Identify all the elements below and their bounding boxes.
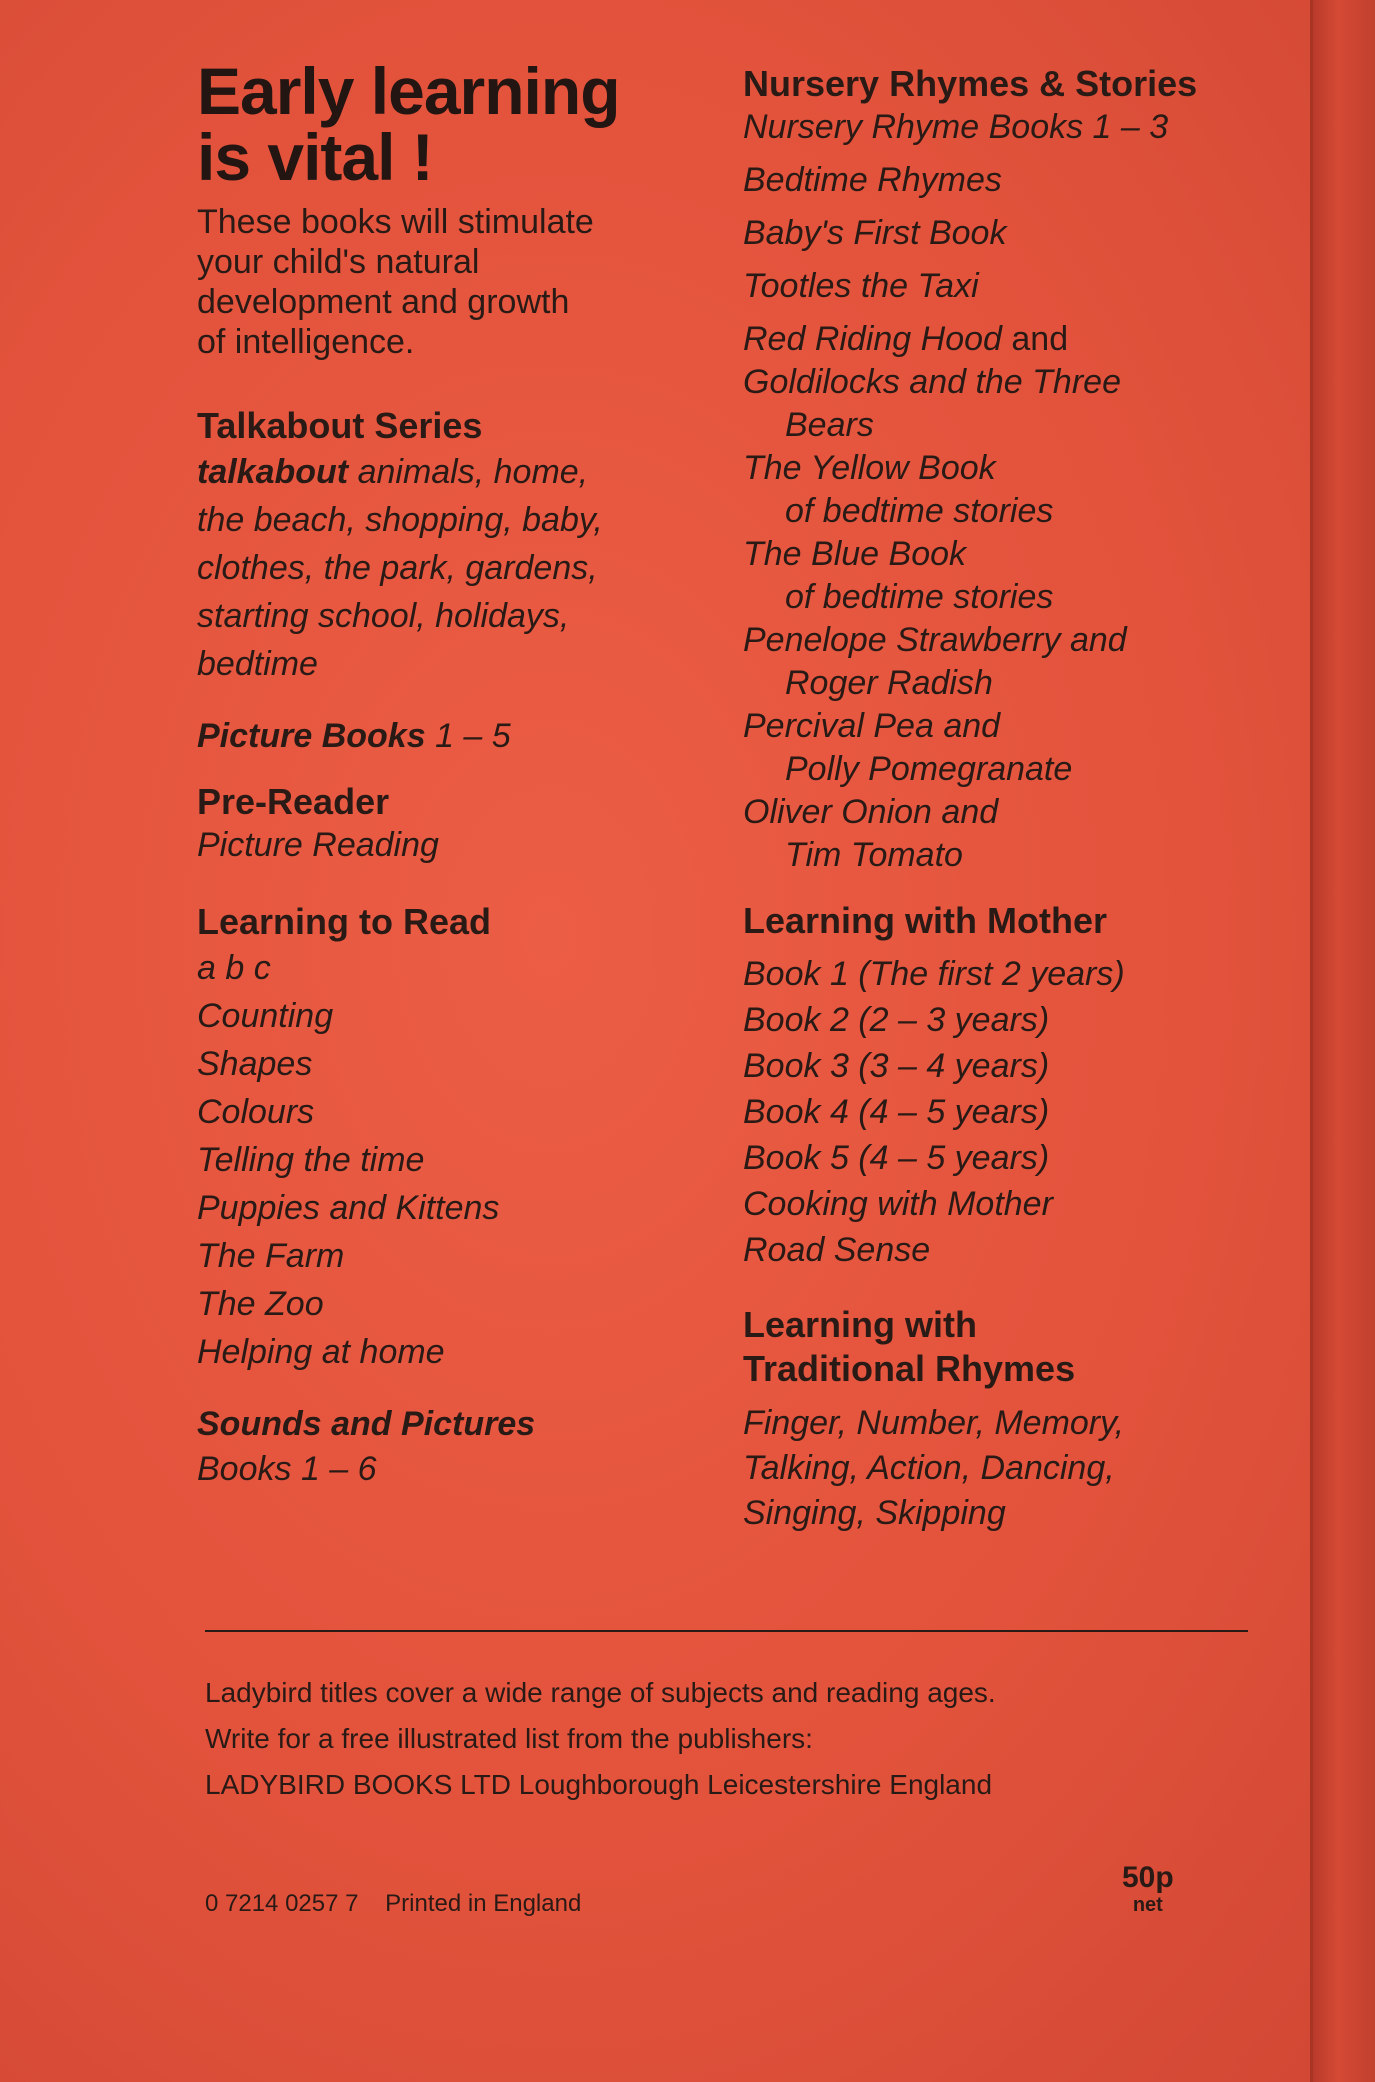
item-line: of bedtime stories [785, 492, 1054, 530]
item-line: Roger Radish [785, 664, 993, 702]
item-line: Bears [785, 406, 874, 444]
list-item: Puppies and Kittens [197, 1189, 500, 1227]
learning-with-mother-list [743, 951, 1303, 1273]
nursery-heading: Nursery Rhymes & Stories [743, 63, 1198, 104]
list-item: Book 2 (2 – 3 years) [743, 1001, 1050, 1039]
item-line: Red Riding Hood [743, 320, 1002, 358]
heading-line: Traditional Rhymes [743, 1348, 1076, 1389]
list-item [743, 318, 1303, 447]
list-item: Book 1 (The first 2 years) [743, 955, 1125, 993]
item-line: Tim Tomato [785, 836, 963, 874]
right-column [743, 62, 1303, 1536]
talkabout-line: the beach, shopping, baby, [197, 501, 603, 539]
picture-books-title: Picture Books [197, 717, 426, 755]
list-item: Book 3 (3 – 4 years) [743, 1047, 1050, 1085]
headline-line-2: is vital ! [197, 120, 433, 194]
list-item: Shapes [197, 1045, 313, 1083]
pre-reader-item: Picture Reading [197, 826, 439, 864]
list-item [743, 619, 1303, 705]
list-item: a b c [197, 949, 271, 987]
learning-to-read-list [197, 944, 717, 1376]
item-line: The Yellow Book [743, 449, 996, 487]
list-item: The Zoo [197, 1285, 324, 1323]
list-item: Road Sense [743, 1231, 931, 1269]
sounds-and-pictures-section [197, 1400, 717, 1490]
list-item: Talking, Action, Dancing, [743, 1449, 1115, 1487]
nursery-list [743, 106, 1303, 877]
sounds-and-pictures-sub: Books 1 – 6 [197, 1450, 377, 1488]
item-line: Percival Pea and [743, 707, 1001, 745]
list-item: The Farm [197, 1237, 345, 1275]
item-line: Oliver Onion and [743, 793, 999, 831]
list-item: Telling the time [197, 1141, 425, 1179]
isbn-line [205, 1890, 581, 1918]
footer-line: LADYBIRD BOOKS LTD Loughborough Leicestershire England [205, 1769, 993, 1800]
list-item: Finger, Number, Memory, [743, 1404, 1125, 1442]
list-item: Nursery Rhyme Books 1 – 3 [743, 108, 1169, 146]
list-item: Singing, Skipping [743, 1494, 1006, 1532]
list-item: Book 5 (4 – 5 years) [743, 1139, 1050, 1177]
list-item: Counting [197, 997, 334, 1035]
footer-line: Write for a free illustrated list from the publishers: [205, 1723, 813, 1754]
isbn: 0 7214 0257 7 [205, 1890, 359, 1917]
and-word: and [1001, 320, 1069, 358]
picture-books-range: 1 – 5 [425, 717, 511, 755]
learning-with-mother-heading: Learning with Mother [743, 900, 1107, 941]
learning-to-read-section [197, 900, 717, 1376]
list-item [743, 447, 1303, 533]
price-note: net [1132, 1894, 1163, 1916]
list-item [743, 791, 1303, 877]
item-line: of bedtime stories [785, 578, 1054, 616]
item-line: Goldilocks and the Three [743, 363, 1121, 401]
intro-line: development and growth [197, 283, 570, 321]
list-item: Cooking with Mother [743, 1185, 1053, 1223]
talkabout-line: bedtime [197, 645, 318, 683]
intro-line: your child's natural [197, 243, 480, 281]
list-item: Book 4 (4 – 5 years) [743, 1093, 1050, 1131]
book-spine [1310, 0, 1375, 2082]
list-item: Helping at home [197, 1333, 445, 1371]
learning-with-mother-section [743, 899, 1303, 1273]
intro-text [197, 202, 717, 362]
talkabout-list [197, 448, 717, 688]
heading-line: Learning with [743, 1304, 977, 1345]
headline [197, 54, 717, 194]
price: 50p [1122, 1861, 1174, 1894]
publisher-footer [205, 1670, 1305, 1808]
talkabout-line: clothes, the park, gardens, [197, 549, 598, 587]
intro-line: These books will stimulate [197, 203, 594, 241]
sounds-and-pictures-title: Sounds and Pictures [197, 1405, 536, 1443]
learning-to-read-heading: Learning to Read [197, 901, 492, 942]
talkabout-line: animals, home, [348, 453, 589, 491]
left-column [197, 54, 717, 1490]
talkabout-section [197, 404, 717, 688]
price-tag [1122, 1862, 1174, 1916]
footer-line: Ladybird titles cover a wide range of subjects and reading ages. [205, 1677, 996, 1708]
list-item [743, 705, 1303, 791]
picture-books [197, 712, 717, 760]
headline-line-1: Early learning [197, 54, 620, 128]
intro-line: of intelligence. [197, 323, 415, 361]
talkabout-lead: talkabout [197, 453, 349, 491]
pre-reader-section [197, 780, 717, 866]
list-item: Bedtime Rhymes [743, 161, 1002, 199]
printed-in: Printed in England [385, 1890, 582, 1917]
list-item: Baby's First Book [743, 214, 1007, 252]
traditional-rhymes-list [743, 1401, 1303, 1536]
talkabout-heading: Talkabout Series [197, 405, 483, 446]
list-item: Colours [197, 1093, 315, 1131]
list-item [743, 533, 1303, 619]
item-line: Polly Pomegranate [785, 750, 1073, 788]
traditional-rhymes-heading [743, 1303, 1303, 1391]
item-line: Penelope Strawberry and [743, 621, 1127, 659]
list-item: Tootles the Taxi [743, 267, 979, 305]
pre-reader-heading: Pre-Reader [197, 781, 390, 822]
divider-rule [205, 1630, 1248, 1632]
item-line: The Blue Book [743, 535, 967, 573]
talkabout-line: starting school, holidays, [197, 597, 570, 635]
traditional-rhymes-section [743, 1303, 1303, 1536]
